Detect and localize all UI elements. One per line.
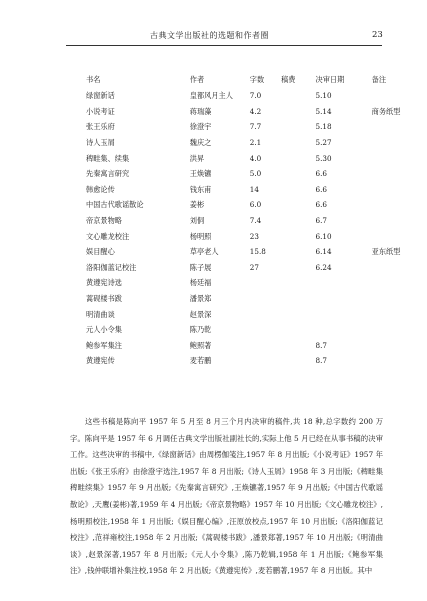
cell-words (250, 338, 281, 354)
cell-note (372, 135, 427, 151)
cell-author: 潘景郑 (189, 293, 212, 303)
cell-author: 杨廷福 (189, 278, 212, 288)
cell-note (372, 353, 427, 369)
cell-words: 23 (249, 231, 259, 241)
table-row (62, 260, 427, 276)
cell-title: 鲍参军集注 (86, 340, 122, 350)
table-row (62, 213, 427, 229)
cell-fee (281, 88, 315, 104)
cell-fee (281, 213, 315, 229)
cell-fee (281, 104, 315, 120)
cell-date: 8.7 (315, 340, 327, 350)
cell-title: 韩愈论传 (86, 184, 115, 194)
cell-title: 明清曲谈 (86, 309, 115, 319)
cell-date: 5.30 (315, 153, 332, 163)
cell-note (372, 150, 427, 166)
table-row (62, 119, 427, 135)
manuscript-table (62, 73, 427, 369)
cell-author: 王焕镳 (189, 169, 212, 179)
cell-note (372, 197, 427, 213)
cell-author: 陈子展 (189, 262, 212, 272)
cell-fee (281, 119, 315, 135)
cell-title: 稗畦集、续集 (86, 153, 130, 163)
cell-fee (281, 166, 315, 182)
cell-words (250, 306, 281, 322)
cell-note (372, 213, 427, 229)
cell-date (316, 275, 372, 291)
cell-note: 亚东纸型 (371, 247, 401, 257)
cell-note (372, 306, 427, 322)
cell-date (316, 322, 372, 338)
cell-title: 小说考证 (86, 106, 115, 116)
cell-note (372, 322, 427, 338)
cell-title: 元人小令集 (86, 325, 122, 335)
table-row (62, 197, 427, 213)
cell-date: 5.27 (315, 137, 332, 147)
table-row (62, 275, 427, 291)
cell-fee (281, 182, 315, 198)
cell-note (372, 260, 427, 276)
table-body (62, 88, 427, 369)
table-row (62, 135, 427, 151)
cell-fee (281, 275, 315, 291)
cell-fee (281, 244, 315, 260)
cell-author: 魏庆之 (189, 137, 212, 147)
cell-words: 7.4 (249, 215, 262, 225)
cell-fee (281, 291, 315, 307)
column-header-fee: 稿费 (281, 74, 296, 84)
cell-fee (281, 197, 315, 213)
cell-author: 赵景深 (189, 309, 212, 319)
column-header-title: 书名 (86, 74, 101, 84)
cell-date: 6.24 (315, 262, 332, 272)
cell-date: 5.14 (315, 106, 332, 116)
cell-author: 刘侗 (189, 215, 205, 225)
column-header-words: 字数 (249, 74, 265, 84)
cell-author: 蒋瑞藻 (189, 106, 212, 116)
table-header-row (62, 73, 427, 88)
page-header (0, 0, 427, 52)
cell-author: 钱东甫 (189, 184, 212, 194)
table-row (62, 104, 427, 120)
cell-words: 5.0 (249, 169, 262, 179)
cell-date: 6.6 (315, 200, 327, 210)
cell-fee (281, 322, 315, 338)
cell-author: 皇都风月主人 (189, 91, 233, 101)
cell-words: 4.2 (249, 106, 262, 116)
table-row (62, 88, 427, 104)
cell-author: 陈乃乾 (189, 325, 212, 335)
table-row (62, 244, 427, 260)
table-row (62, 228, 427, 244)
running-title: 古典文学出版社的选题和作者圈 (150, 31, 269, 40)
cell-words: 15.8 (249, 247, 266, 257)
cell-title: 黄遵宪诗选 (86, 278, 122, 288)
cell-date: 6.14 (315, 247, 332, 257)
cell-words: 7.7 (249, 122, 262, 132)
cell-fee (281, 338, 315, 354)
cell-title: 帝京景物略 (86, 215, 122, 225)
cell-title: 蒿砚楼书跋 (86, 293, 122, 303)
table-row (62, 166, 427, 182)
cell-words: 6.0 (249, 200, 262, 210)
column-header-note: 备注 (371, 74, 387, 84)
cell-author: 洪昇 (189, 153, 205, 163)
body-paragraph: 这些书稿是陈向平 1957 年 5 月至 8 月三个月内决审的稿件,共 18 种,总字数约 200 万字。陈向平是 1957 年 6 月调任古典文学出版社副社长的,实际上他 5 月已经在从事书稿的决审工作。这些决审的书稿中,《绿窗新话》由周楞伽笺注,1957 年 8 月出版;《小说考证》1957 年出版;《张王乐府》由徐澄宇选注,1957 年 8 月出版;《诗人玉屑》1958 年 3 月出版;《稗畦集 稗畦续集》1957 年 9 月出版;《先秦寓言研究》,王焕镳著,1957 年 9 月出版;《中国古代歌谣散论》,天鹰(姜彬)著,1959 年 4 月出版;《帝京景物略》1957 年 10 月出版;《文心雕龙校注》,杨明照校注,1958 年 1 月出版;《娱目醒心编》,汪原放校点,1957 年 10 月出版;《洛阳伽蓝记校注》,范祥雍校注,1958 年 2 月出版;《蒿砚楼书跋》,潘景郑著,1957 年 10 月出版;《明清曲谈》,赵景深著,1957 年 8 月出版;《元人小令集》,陈乃乾辑,1958 年 1 月出版;《鲍参军集注》,钱仲联增补集注校,1958 年 2 月出版;《黄遵宪传》,麦若鹏著,1957 年 8 月出版。其中 (70, 417, 383, 576)
cell-note (372, 166, 427, 182)
cell-title: 娱目醒心 (86, 247, 115, 257)
cell-fee (281, 150, 315, 166)
cell-fee (281, 306, 315, 322)
cell-fee (281, 353, 315, 369)
table-row (62, 291, 427, 307)
cell-words (250, 275, 281, 291)
body-paragraph-block (70, 414, 383, 580)
column-header-date: 决审日期 (315, 74, 345, 84)
cell-title: 洛阳伽蓝记校注 (86, 262, 137, 272)
cell-note (372, 88, 427, 104)
table-row (62, 306, 427, 322)
cell-date: 6.6 (315, 184, 327, 194)
page-number: 23 (372, 30, 383, 40)
cell-author: 鲍照著 (189, 340, 212, 350)
cell-author: 草亭老人 (189, 247, 219, 257)
cell-title: 黄遵宪传 (86, 356, 115, 366)
cell-note (372, 275, 427, 291)
cell-words (250, 291, 281, 307)
table-row (62, 150, 427, 166)
cell-words: 14 (249, 184, 259, 194)
cell-fee (281, 135, 315, 151)
cell-title: 诗人玉屑 (86, 137, 115, 147)
cell-author: 徐澄宇 (189, 122, 212, 132)
cell-date: 6.10 (315, 231, 332, 241)
cell-words (250, 353, 281, 369)
cell-date: 8.7 (315, 356, 327, 366)
cell-note: 商务纸型 (371, 106, 401, 116)
column-header-author: 作者 (189, 74, 205, 84)
cell-date: 5.18 (315, 122, 332, 132)
cell-title: 绿窗新话 (86, 91, 115, 101)
cell-title: 中国古代歌谣散论 (86, 200, 144, 210)
cell-title: 张王乐府 (86, 122, 115, 132)
cell-note (372, 291, 427, 307)
table-row (62, 182, 427, 198)
cell-words (250, 322, 281, 338)
cell-note (372, 338, 427, 354)
cell-date: 5.10 (315, 91, 332, 101)
cell-title: 先秦寓言研究 (86, 169, 130, 179)
cell-author: 姜彬 (189, 200, 205, 210)
cell-note (372, 228, 427, 244)
cell-date: 6.6 (315, 169, 327, 179)
cell-note (372, 182, 427, 198)
cell-words: 27 (249, 262, 259, 272)
cell-fee (281, 228, 315, 244)
cell-title: 文心雕龙校注 (86, 231, 130, 241)
table-row (62, 353, 427, 369)
cell-words: 4.0 (249, 153, 262, 163)
cell-words: 7.0 (249, 91, 262, 101)
header-rule (66, 45, 382, 46)
table-row (62, 338, 427, 354)
cell-date: 6.7 (315, 215, 327, 225)
cell-author: 麦若鹏 (189, 356, 212, 366)
cell-note (372, 119, 427, 135)
table-row (62, 322, 427, 338)
cell-fee (281, 260, 315, 276)
cell-words: 2.1 (249, 137, 262, 147)
cell-date (316, 306, 372, 322)
cell-author: 杨明照 (189, 231, 212, 241)
cell-date (316, 291, 372, 307)
